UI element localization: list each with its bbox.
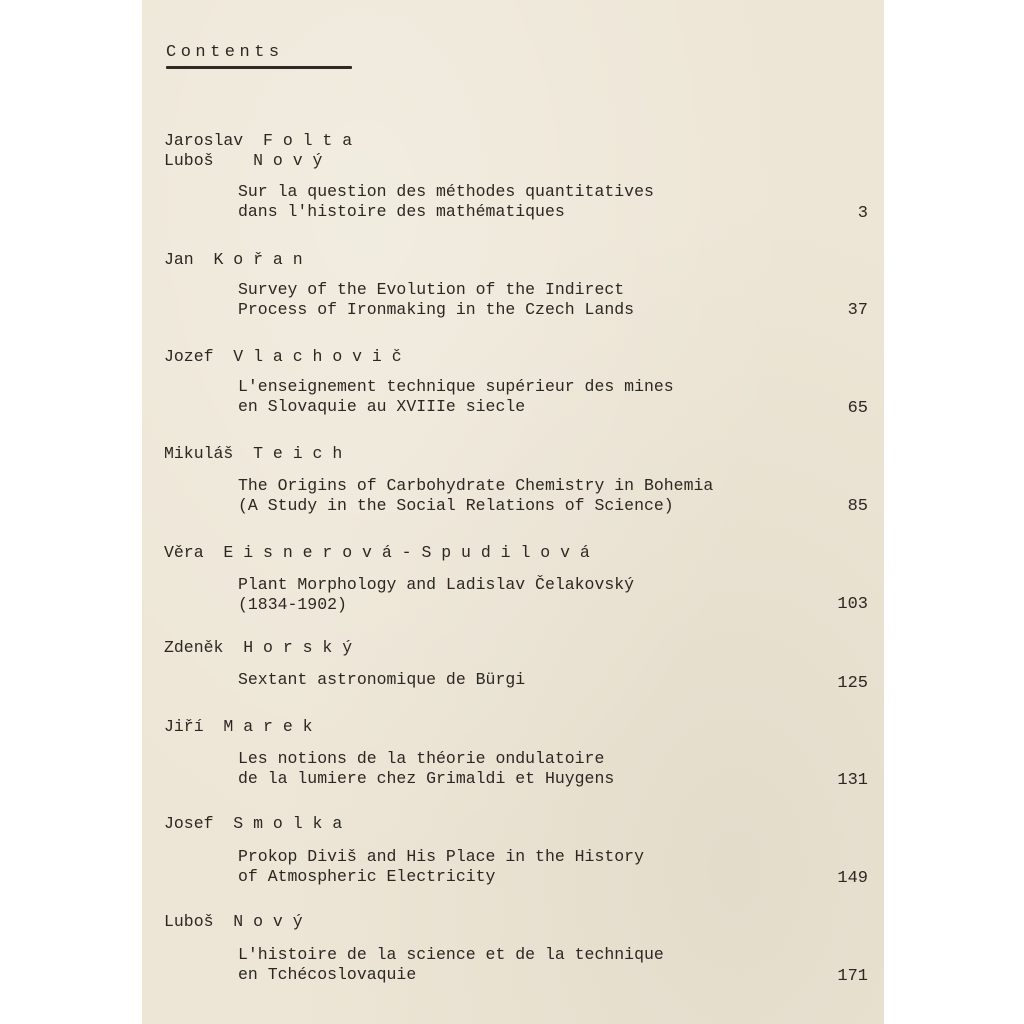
entry-author: Luboš N o v ý xyxy=(164,912,303,931)
entry-title: L'enseignement technique supérieur des mines xyxy=(238,377,674,396)
entry-author: Zdeněk H o r s k ý xyxy=(164,638,353,657)
document-page xyxy=(142,0,884,1024)
entry-title: dans l'histoire des mathématiques xyxy=(238,202,565,221)
entry-title: Plant Morphology and Ladislav Čelakovský xyxy=(238,575,635,594)
entry-title: Process of Ironmaking in the Czech Lands xyxy=(238,300,635,319)
entry-title: (A Study in the Social Relations of Science) xyxy=(238,496,674,515)
entry-title: en Slovaquie au XVIIIe siecle xyxy=(238,397,526,416)
entry-page-number: 37 xyxy=(847,301,868,320)
entry-title: Sextant astronomique de Bürgi xyxy=(238,670,526,689)
entry-author: Jozef V l a c h o v i č xyxy=(164,347,402,366)
entry-author: Josef S m o l k a xyxy=(164,814,343,833)
heading-underline xyxy=(166,66,352,69)
entry-author: Jaroslav F o l t a xyxy=(164,131,353,150)
entry-title: of Atmospheric Electricity xyxy=(238,867,496,886)
entry-author: Jan K o ř a n xyxy=(164,250,303,269)
entry-page-number: 85 xyxy=(847,497,868,516)
entry-title: Survey of the Evolution of the Indirect xyxy=(238,280,625,299)
contents-heading: Contents xyxy=(166,43,284,62)
entry-page-number: 103 xyxy=(837,595,868,614)
entry-author: Luboš N o v ý xyxy=(164,151,323,170)
entry-page-number: 131 xyxy=(837,771,868,790)
entry-title: Les notions de la théorie ondulatoire xyxy=(238,749,605,768)
entry-title: de la lumiere chez Grimaldi et Huygens xyxy=(238,769,615,788)
entry-title: L'histoire de la science et de la technique xyxy=(238,945,664,964)
entry-author: Jiří M a r e k xyxy=(164,717,313,736)
entry-page-number: 125 xyxy=(837,674,868,693)
entry-title: en Tchécoslovaquie xyxy=(238,965,417,984)
entry-title: (1834-1902) xyxy=(238,595,347,614)
entry-page-number: 3 xyxy=(857,204,868,223)
entry-page-number: 65 xyxy=(847,399,868,418)
entry-author: Věra E i s n e r o v á - S p u d i l o v á xyxy=(164,543,590,562)
entry-author: Mikuláš T e i c h xyxy=(164,444,343,463)
entry-page-number: 149 xyxy=(837,869,868,888)
entry-title: Prokop Diviš and His Place in the History xyxy=(238,847,644,866)
entry-title: Sur la question des méthodes quantitatives xyxy=(238,182,654,201)
entry-title: The Origins of Carbohydrate Chemistry in Bohemia xyxy=(238,476,714,495)
entry-page-number: 171 xyxy=(837,967,868,986)
